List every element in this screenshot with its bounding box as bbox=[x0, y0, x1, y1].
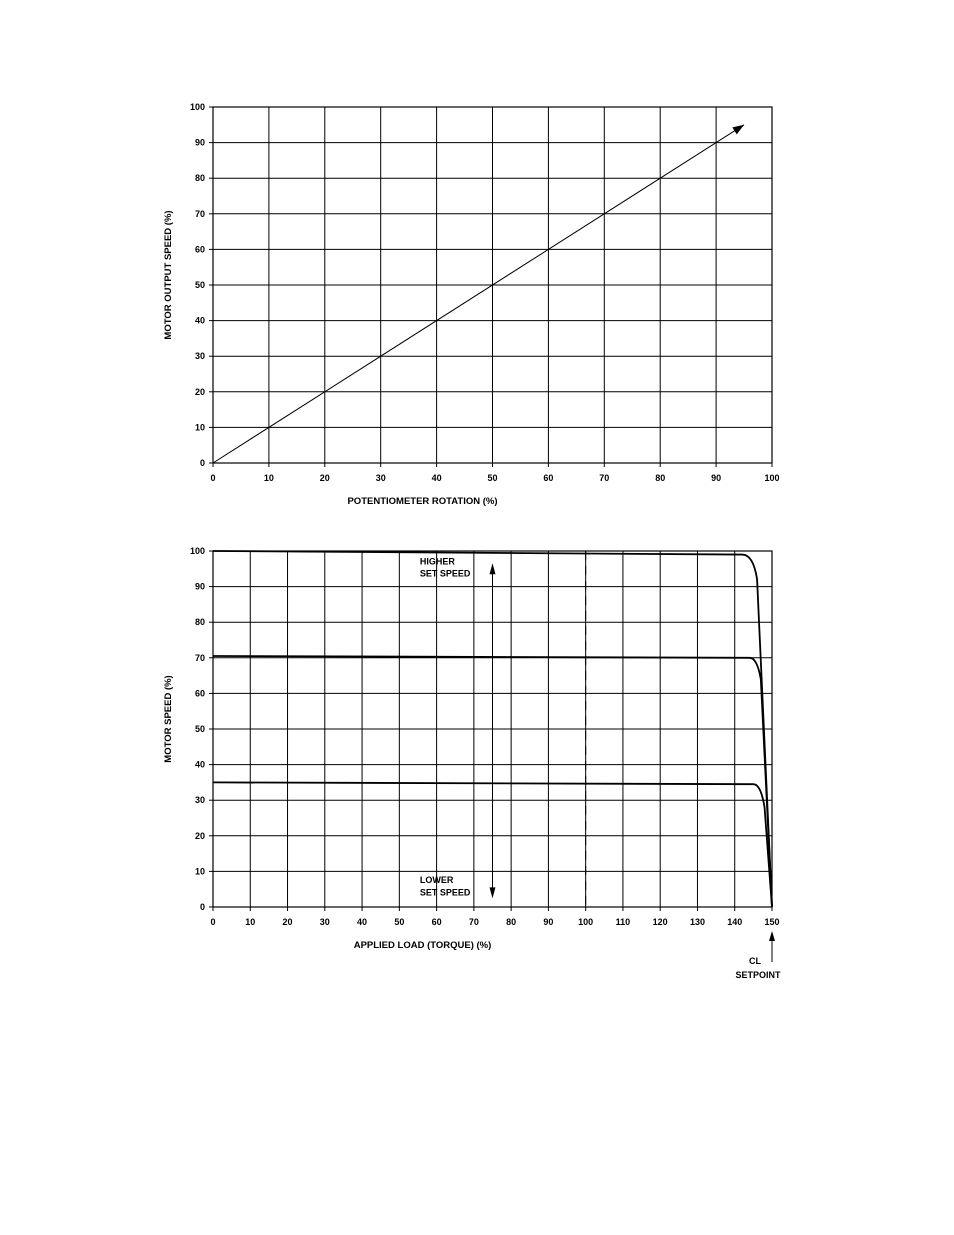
x-tick-label: 30 bbox=[319, 917, 330, 927]
x-tick-label: 60 bbox=[543, 473, 554, 483]
annotation-higher-line2: SET SPEED bbox=[419, 568, 471, 579]
x-tick-label: 0 bbox=[210, 917, 216, 927]
x-tick-label: 120 bbox=[652, 917, 668, 927]
y-tick-label: 60 bbox=[194, 688, 205, 699]
annotation-lower-line2: SET SPEED bbox=[419, 887, 471, 898]
y-tick-label: 100 bbox=[189, 546, 205, 556]
y-tick-label: 30 bbox=[194, 351, 205, 362]
x-tick-label: 100 bbox=[578, 917, 594, 927]
x-tick-label: 40 bbox=[357, 917, 368, 927]
y-tick-label: 60 bbox=[194, 244, 205, 255]
x-tick-label: 90 bbox=[543, 917, 554, 927]
y-axis-label: MOTOR SPEED (%) bbox=[163, 675, 174, 763]
y-tick-label: 50 bbox=[194, 280, 205, 290]
x-tick-label: 80 bbox=[655, 473, 666, 483]
y-tick-label: 90 bbox=[194, 581, 205, 592]
x-tick-label: 0 bbox=[210, 473, 216, 483]
x-tick-label: 80 bbox=[506, 917, 517, 927]
series-arrowhead bbox=[732, 125, 744, 135]
y-tick-label: 70 bbox=[194, 208, 205, 219]
y-tick-label: 100 bbox=[189, 102, 205, 112]
y-tick-label: 0 bbox=[199, 902, 205, 912]
x-tick-label: 20 bbox=[282, 917, 293, 927]
chart-load-vs-speed bbox=[163, 546, 781, 980]
y-tick-label: 70 bbox=[194, 652, 205, 663]
y-tick-label: 40 bbox=[194, 315, 205, 326]
y-tick-label: 10 bbox=[194, 422, 205, 433]
chart-potentiometer-vs-speed bbox=[163, 102, 780, 507]
annotation-setpoint-line2: SETPOINT bbox=[735, 970, 781, 980]
annotation-higher-line1: HIGHER bbox=[419, 556, 455, 567]
x-tick-label: 60 bbox=[431, 917, 442, 927]
x-axis-label: POTENTIOMETER ROTATION (%) bbox=[347, 496, 498, 507]
annotation-lower-line1: LOWER bbox=[419, 874, 454, 885]
y-tick-label: 80 bbox=[194, 617, 205, 628]
x-tick-label: 20 bbox=[319, 473, 330, 483]
y-tick-label: 80 bbox=[194, 173, 205, 184]
series-line bbox=[213, 125, 744, 463]
y-tick-label: 50 bbox=[194, 724, 205, 734]
x-tick-label: 110 bbox=[615, 917, 631, 927]
x-tick-label: 10 bbox=[245, 917, 256, 927]
x-tick-label: 70 bbox=[599, 473, 610, 483]
y-tick-label: 20 bbox=[194, 386, 205, 397]
y-tick-label: 0 bbox=[199, 458, 205, 468]
setpoint-arrowhead bbox=[769, 931, 775, 941]
y-axis-label: MOTOR OUTPUT SPEED (%) bbox=[163, 210, 174, 340]
arrowhead-up bbox=[490, 563, 496, 574]
arrowhead-down bbox=[490, 887, 496, 898]
x-tick-label: 50 bbox=[487, 473, 498, 483]
x-tick-label: 100 bbox=[764, 473, 780, 483]
y-tick-label: 10 bbox=[194, 866, 205, 877]
x-tick-label: 70 bbox=[468, 917, 479, 927]
y-tick-label: 30 bbox=[194, 795, 205, 806]
x-tick-label: 30 bbox=[375, 473, 386, 483]
y-tick-label: 40 bbox=[194, 759, 205, 770]
y-tick-label: 20 bbox=[194, 830, 205, 841]
y-tick-label: 90 bbox=[194, 137, 205, 148]
x-tick-label: 10 bbox=[263, 473, 274, 483]
x-tick-label: 50 bbox=[394, 917, 405, 927]
x-tick-label: 130 bbox=[689, 917, 705, 927]
x-tick-label: 140 bbox=[727, 917, 743, 927]
x-tick-label: 40 bbox=[431, 473, 442, 483]
annotation-setpoint-line1: CL bbox=[749, 956, 761, 966]
x-tick-label: 90 bbox=[711, 473, 722, 483]
x-tick-label: 150 bbox=[764, 917, 780, 927]
x-axis-label: APPLIED LOAD (TORQUE) (%) bbox=[353, 940, 492, 951]
